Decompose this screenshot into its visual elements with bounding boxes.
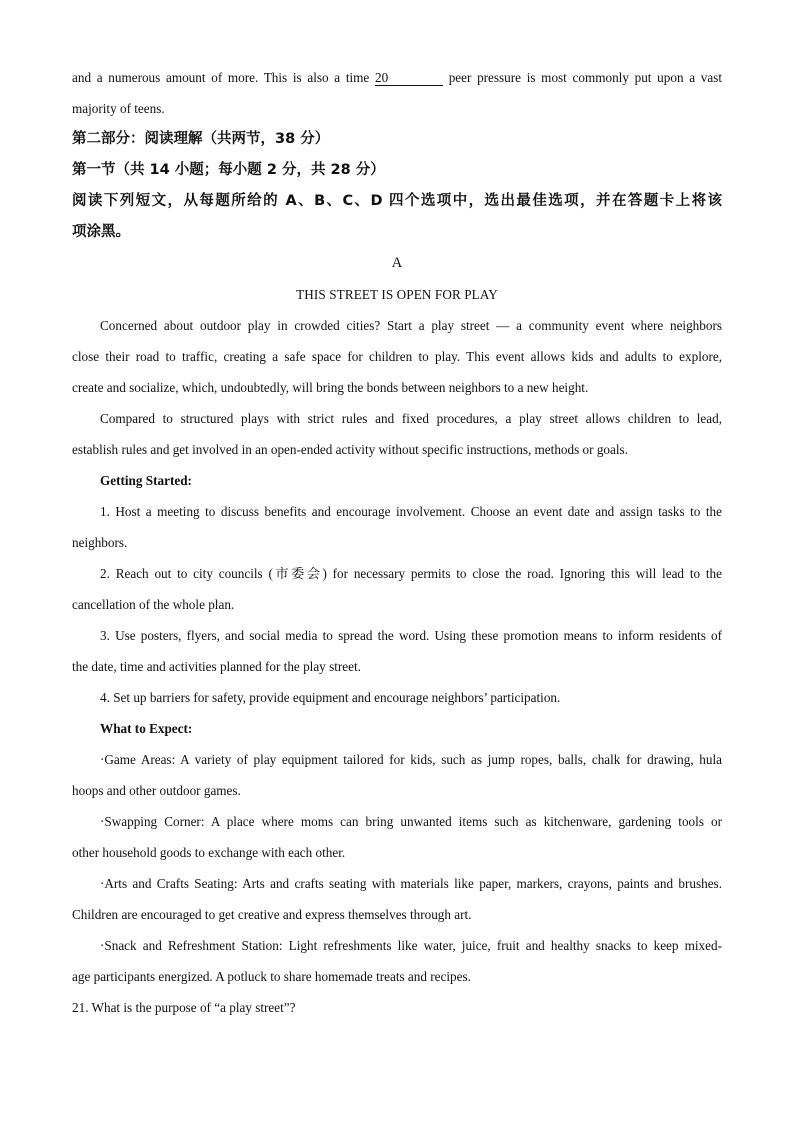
cloze-text-before-blank: and a numerous amount of more. This is also a time <box>72 70 370 85</box>
expect-line: hoops and other outdoor games. <box>72 783 241 798</box>
paragraph-1 <box>72 310 722 403</box>
paragraph-2 <box>72 403 722 465</box>
step-2 <box>72 558 722 620</box>
paragraph-line: establish rules and get involved in an open-ended activity without specific instructions, methods or goals. <box>72 442 628 457</box>
step-3 <box>72 620 722 682</box>
blank-20: 20 <box>375 71 443 86</box>
step-4 <box>72 682 722 713</box>
step-line: neighbors. <box>72 535 128 550</box>
expect-line: age participants energized. A potluck to share homemade treats and recipes. <box>72 969 471 984</box>
cloze-text-after-blank: peer pressure is most commonly put upon a vast <box>448 70 723 85</box>
getting-started-heading: Getting Started: <box>100 473 192 488</box>
instruction-line-1: 阅读下列短文，从每题所给的 A、B、C、D 四个选项中，选出最佳选项，并在答题卡上将该 <box>72 193 722 209</box>
cloze-line-1 <box>72 62 722 93</box>
step-line: 4. Set up barriers for safety, provide equipment and encourage neighbors’ participation. <box>100 690 561 705</box>
expect-swapping-corner <box>72 806 722 868</box>
expect-line: Children are encouraged to get creative and express themselves through art. <box>72 907 472 922</box>
instruction-line-2: 项涂黑。 <box>72 224 130 240</box>
paragraph-line: close their road to traffic, creating a safe space for children to play. This event allows kids and adults to explore, <box>72 349 722 364</box>
step-line: cancellation of the whole plan. <box>72 597 235 612</box>
expect-line: other household goods to exchange with each other. <box>72 845 346 860</box>
passage-title: THIS STREET IS OPEN FOR PLAY <box>296 287 498 302</box>
passage-letter: A <box>391 255 403 271</box>
paragraph-line: create and socialize, which, undoubtedly, will bring the bonds between neighbors to a new height. <box>72 380 589 395</box>
step-line: 3. Use posters, flyers, and social media to spread the word. Using these promotion means to inform residents of <box>100 628 722 643</box>
expect-line: ·Game Areas: A variety of play equipment tailored for kids, such as jump ropes, balls, chalk for drawing, hula <box>100 752 722 767</box>
expect-game-areas <box>72 744 722 806</box>
expect-snack-station <box>72 930 722 992</box>
step-1 <box>72 496 722 558</box>
what-to-expect-heading: What to Expect: <box>100 721 193 736</box>
expect-arts-crafts <box>72 868 722 930</box>
section1-heading: 第一节（共 14 小题；每小题 2 分，共 28 分） <box>72 162 385 178</box>
question-21: 21. What is the purpose of “a play street”? <box>72 1000 296 1015</box>
part2-heading: 第二部分：阅读理解（共两节，38 分） <box>72 131 330 147</box>
step-line: the date, time and activities planned for the play street. <box>72 659 361 674</box>
cloze-line-2: majority of teens. <box>72 101 165 116</box>
document-page <box>72 62 722 1023</box>
step-line: 1. Host a meeting to discuss benefits and encourage involvement. Choose an event date and assign tasks to the <box>100 504 722 519</box>
expect-line: ·Snack and Refreshment Station: Light refreshments like water, juice, fruit and healthy snacks to keep mixed- <box>100 938 722 953</box>
paragraph-line: Concerned about outdoor play in crowded cities? Start a play street — a community event where neighbors <box>100 318 722 333</box>
expect-line: ·Arts and Crafts Seating: Arts and crafts seating with materials like paper, markers, crayons, paints and brushes. <box>100 876 722 891</box>
step-line: 2. Reach out to city councils (市委会) for necessary permits to close the road. Ignoring this will lead to the <box>100 566 722 581</box>
expect-line: ·Swapping Corner: A place where moms can bring unwanted items such as kitchenware, gardening tools or <box>100 814 722 829</box>
paragraph-line: Compared to structured plays with strict rules and fixed procedures, a play street allows children to lead, <box>100 411 722 426</box>
